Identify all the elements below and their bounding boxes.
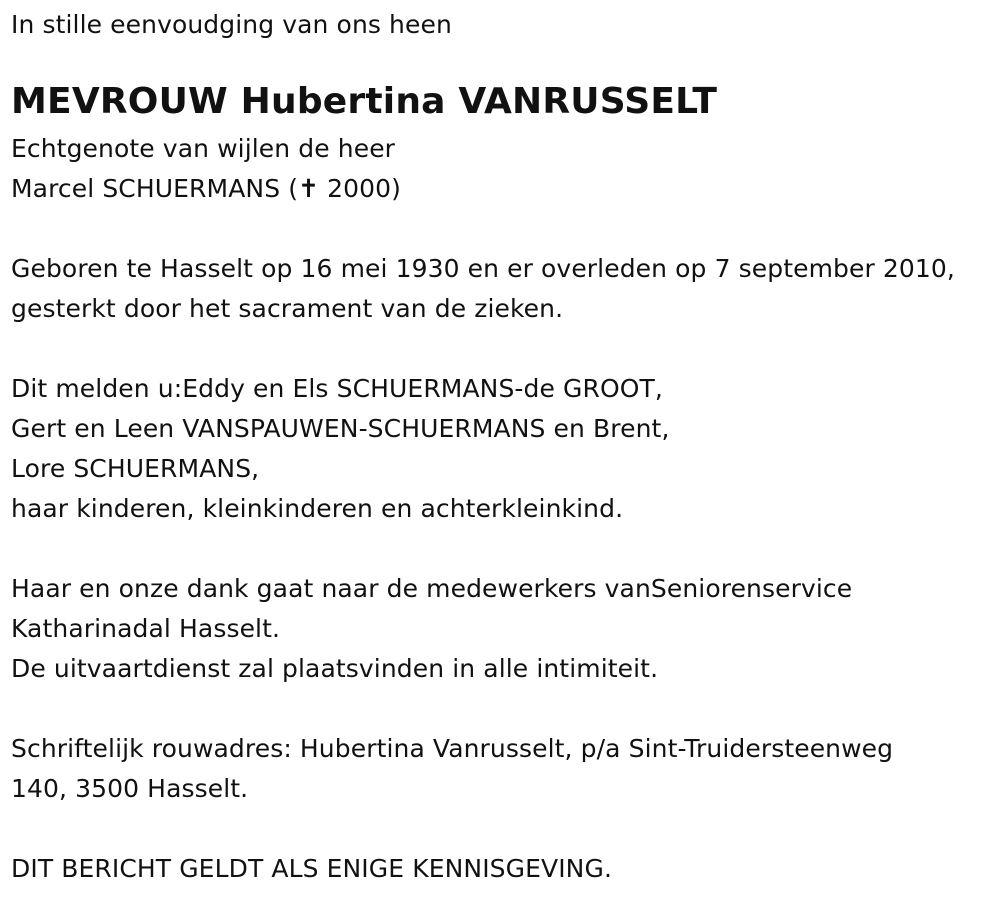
thanks-line-1: Haar en onze dank gaat naar de medewerkers vanSeniorenservice xyxy=(11,574,853,603)
deceased-name: MEVROUW Hubertina VANRUSSELT xyxy=(11,81,718,122)
birth-line-2: gesterkt door het sacrament van de zieken. xyxy=(11,294,564,323)
family-line-4: haar kinderen, kleinkinderen en achterkleinkind. xyxy=(11,494,624,523)
spacer xyxy=(11,529,996,569)
spacer xyxy=(11,209,996,249)
service-line: De uitvaartdienst zal plaatsvinden in alle intimiteit. xyxy=(11,654,659,683)
closing-text: DIT BERICHT GELDT ALS ENIGE KENNISGEVING. xyxy=(11,854,612,883)
death-notice xyxy=(11,0,996,889)
spacer xyxy=(11,45,996,75)
spacer xyxy=(11,689,996,729)
family-line-2: Gert en Leen VANSPAUWEN-SCHUERMANS en Brent, xyxy=(11,414,670,443)
address-line-1: Schriftelijk rouwadres: Hubertina Vanrusselt, p/a Sint-Truidersteenweg xyxy=(11,734,894,763)
spacer xyxy=(11,809,996,849)
spacer xyxy=(11,329,996,369)
intro-text: In stille eenvoudging van ons heen xyxy=(11,10,452,39)
thanks-line-2: Katharinadal Hasselt. xyxy=(11,614,281,643)
spouse-line-1: Echtgenote van wijlen de heer xyxy=(11,134,396,163)
birth-line-1: Geboren te Hasselt op 16 mei 1930 en er overleden op 7 september 2010, xyxy=(11,254,955,283)
family-line-1: Dit melden u:Eddy en Els SCHUERMANS-de GROOT, xyxy=(11,374,663,403)
spouse-line-2: Marcel SCHUERMANS (✝ 2000) xyxy=(11,174,402,203)
address-line-2: 140, 3500 Hasselt. xyxy=(11,774,249,803)
family-line-3: Lore SCHUERMANS, xyxy=(11,454,260,483)
